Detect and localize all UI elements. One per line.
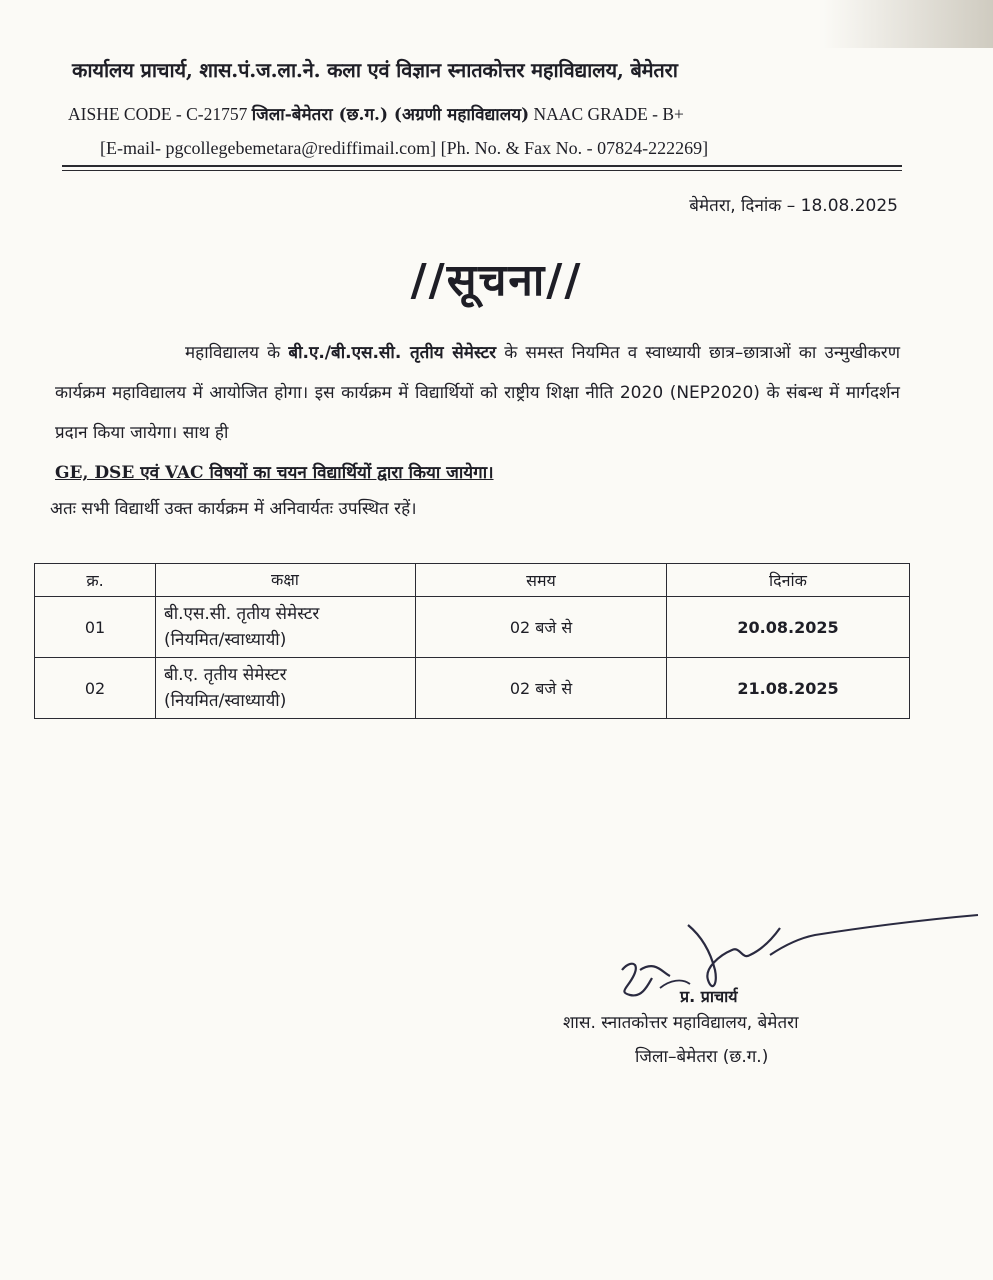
signatory-district: जिला–बेमेतरा (छ.ग.) xyxy=(635,1047,769,1067)
row-class-name: बी.एस.सी. तृतीय सेमेस्टर xyxy=(164,604,320,624)
notice-title: //सूचना// xyxy=(410,255,583,306)
row-time: 02 बजे से xyxy=(416,597,667,658)
row-class xyxy=(156,597,416,658)
signature-scribble xyxy=(600,900,993,1020)
body-intro: महाविद्यालय के xyxy=(185,343,281,363)
contact-details: [E-mail- pgcollegebemetara@rediffimail.com] [Ph. No. & Fax No. - 07824-222269] xyxy=(100,138,709,158)
header-serial: क्र. xyxy=(35,564,156,597)
table-row xyxy=(35,597,910,658)
header-rule xyxy=(62,165,902,167)
table-header-row xyxy=(35,564,910,597)
signatory-designation: प्र. प्राचार्य xyxy=(680,987,738,1006)
row-class-type: (नियमित/स्वाध्यायी) xyxy=(164,691,287,711)
header-date: दिनांक xyxy=(667,564,910,597)
row-class-type: (नियमित/स्वाध्यायी) xyxy=(164,630,287,650)
place-date: बेमेतरा, दिनांक – 18.08.2025 xyxy=(689,196,898,216)
district-label: जिला-बेमेतरा (छ.ग.) (अग्रणी महाविद्यालय) xyxy=(251,105,530,125)
header-class: कक्षा xyxy=(156,564,416,597)
paper-shadow xyxy=(823,0,993,48)
office-title: कार्यालय प्राचार्य, शास.पं.ज.ला.ने. कला एवं विज्ञान स्नातकोत्तर महाविद्यालय, बेमेतरा xyxy=(72,58,678,82)
body-text: के समस्त नियमित व स्वाध्यायी छात्र–छात्राओं का उन्मुखीकरण कार्यक्रम महाविद्यालय में आयोजित होगा। इस कार्यक्रम में विद्यार्थियों को राष्ट्रीय शिक्षा नीति 2020 (NEP2020) के संबन्ध में मार्गदर्शन प्रदान किया जायेगा। साथ ही xyxy=(55,343,900,443)
body-underlined: GE, DSE एवं VAC विषयों का चयन विद्यार्थियों द्वारा किया जायेगा। xyxy=(55,463,494,483)
college-codes xyxy=(68,102,908,125)
naac-grade: NAAC GRADE - B+ xyxy=(533,104,684,124)
aishe-code: AISHE CODE - C-21757 xyxy=(68,104,248,124)
row-class xyxy=(156,658,416,719)
row-time: 02 बजे से xyxy=(416,658,667,719)
row-serial: 02 xyxy=(35,658,156,719)
row-date: 21.08.2025 xyxy=(667,658,910,719)
body-classes: बी.ए./बी.एस.सी. तृतीय सेमेस्टर xyxy=(288,343,497,363)
notice-body xyxy=(55,333,900,493)
row-serial: 01 xyxy=(35,597,156,658)
body-closing: अतः सभी विद्यार्थी उक्त कार्यक्रम में अनिवार्यतः उपस्थित रहें। xyxy=(50,499,417,519)
header-time: समय xyxy=(416,564,667,597)
row-class-name: बी.ए. तृतीय सेमेस्टर xyxy=(164,665,287,685)
header-rule-thin xyxy=(62,170,902,171)
row-date: 20.08.2025 xyxy=(667,597,910,658)
schedule-table xyxy=(34,563,910,719)
signatory-college: शास. स्नातकोत्तर महाविद्यालय, बेमेतरा xyxy=(563,1013,799,1033)
table-row xyxy=(35,658,910,719)
